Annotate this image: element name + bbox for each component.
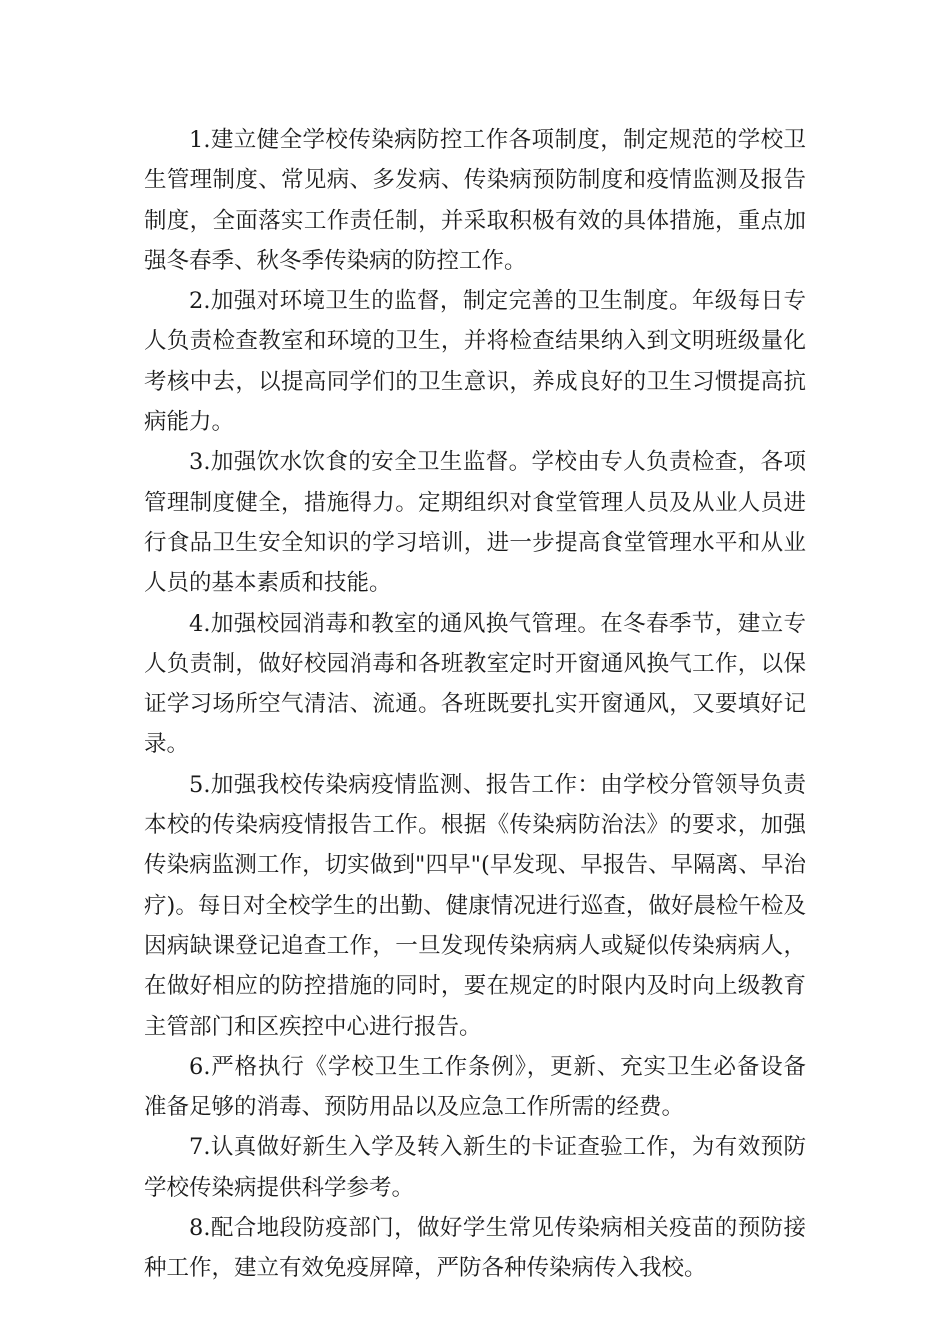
paragraph-5: 5.加强我校传染病疫情监测、报告工作：由学校分管领导负责本校的传染病疫情报告工作。根据《传染病防治法》的要求，加强传染病监测工作，切实做到"四早"(早发现、早报告、早隔离、早治疗)。每日对全校学生的出勤、健康情况进行巡查，做好晨检午检及因病缺课登记追查工作，一旦发现传染病病人或疑似传染病病人，在做好相应的防控措施的同时，要在规定的时限内及时向上级教育主管部门和区疾控中心进行报告。 [144,771,806,1040]
paragraph-4: 4.加强校园消毒和教室的通风换气管理。在冬春季节，建立专人负责制，做好校园消毒和各班教室定时开窗通风换气工作，以保证学习场所空气清洁、流通。各班既要扎实开窗通风，又要填好记录。 [144,610,806,758]
paragraph-8: 8.配合地段防疫部门，做好学生常见传染病相关疫苗的预防接种工作，建立有效免疫屏障，严防各种传染病传入我校。 [144,1215,806,1282]
paragraph-2: 2.加强对环境卫生的监督，制定完善的卫生制度。年级每日专人负责检查教室和环境的卫生，并将检查结果纳入到文明班级量化考核中去，以提高同学们的卫生意识，养成良好的卫生习惯提高抗病能力。 [144,288,806,436]
paragraph-3: 3.加强饮水饮食的安全卫生监督。学校由专人负责检查，各项管理制度健全，措施得力。定期组织对食堂管理人员及从业人员进行食品卫生安全知识的学习培训，进一步提高食堂管理水平和从业人员的基本素质和技能。 [144,449,806,597]
paragraph-1: 1.建立健全学校传染病防控工作各项制度，制定规范的学校卫生管理制度、常见病、多发病、传染病预防制度和疫情监测及报告制度，全面落实工作责任制，并采取积极有效的具体措施，重点加强冬春季、秋冬季传染病的防控工作。 [144,127,806,274]
document-body [144,120,806,1289]
paragraph-6: 6.严格执行《学校卫生工作条例》，更新、充实卫生必备设备准备足够的消毒、预防用品以及应急工作所需的经费。 [144,1053,806,1121]
paragraph-7: 7.认真做好新生入学及转入新生的卡证查验工作，为有效预防学校传染病提供科学参考。 [144,1134,806,1201]
